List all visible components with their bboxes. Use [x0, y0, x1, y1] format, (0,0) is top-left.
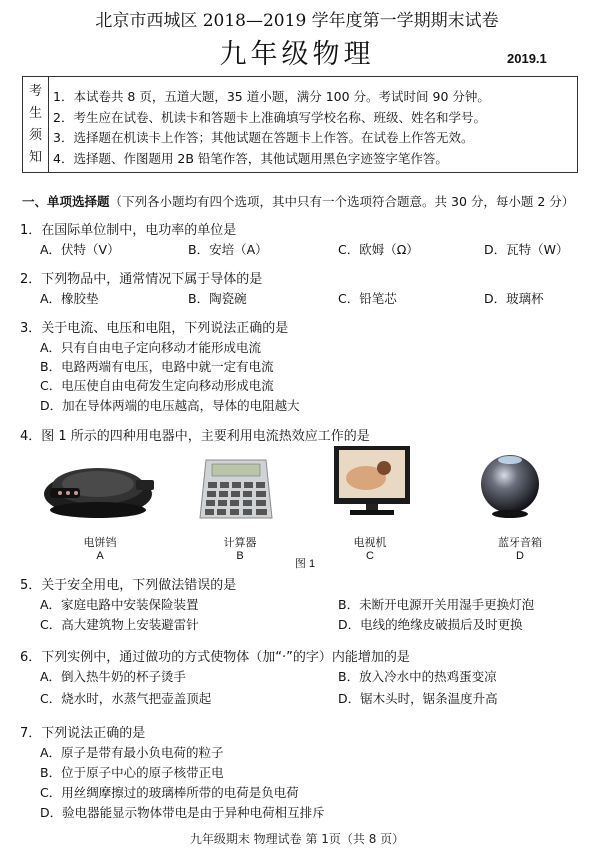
option: D．玻璃杯 [484, 291, 544, 306]
option: C．烧水时，水蒸气把壶盖顶起 [40, 691, 212, 706]
television-image [332, 444, 412, 518]
notice-item: 4．选择题、作图题用 2B 铅笔作答，其他试题用黑色字迹签字笔作答。 [53, 150, 448, 166]
question-stem: 7．下列说法正确的是 [20, 726, 146, 741]
option: B．放入冷水中的热鸡蛋变凉 [338, 669, 497, 684]
notice-box [22, 76, 578, 173]
exam-subtitle: 九年级物理 [219, 39, 375, 70]
option: A．只有自由电子定向移动才能形成电流 [40, 340, 262, 355]
option: D．锯木头时，锯条温度升高 [338, 691, 498, 706]
speaker-image [478, 450, 542, 522]
option: D．加在导体两端的电压越高，导体的电阻越大 [40, 398, 300, 413]
figure-item-letter: B [236, 550, 244, 562]
calculator-image [198, 456, 274, 522]
option: C．电压使自由电荷发生定向移动形成电流 [40, 378, 274, 393]
figure-item-name: 计算器 [223, 536, 257, 549]
option: B．位于原子中心的原子核带正电 [40, 765, 224, 780]
question-stem: 3．关于电流、电压和电阻，下列说法正确的是 [20, 321, 289, 336]
exam-date: 2019.1 [507, 51, 547, 66]
notice-label [23, 77, 49, 172]
figure-caption: 图 1 [294, 558, 316, 570]
page-footer: 九年级期末 物理试卷 第 1页（共 8 页） [189, 832, 405, 846]
question-stem: 5．关于安全用电，下列做法错误的是 [20, 578, 237, 593]
notice-items [53, 87, 490, 169]
section-desc: （下列各小题均有四个选项，其中只有一个选项符合题意。共 30 分，每小题 2 分） [109, 194, 575, 209]
option: A．伏特（V） [40, 242, 120, 257]
figure-item-letter: A [96, 550, 104, 562]
option: B．未断开电源开关用湿手更换灯泡 [338, 597, 535, 612]
figure-item-name: 电饼铛 [83, 536, 117, 549]
notice-item: 2．考生应在试卷、机读卡和答题卡上准确填写学校名称、班级、姓名和学号。 [53, 109, 486, 125]
notice-label-char: 考 [28, 84, 42, 99]
option: D．瓦特（W） [484, 242, 569, 257]
option: A．倒入热牛奶的杯子烫手 [40, 669, 187, 684]
option: C．铅笔芯 [338, 291, 397, 306]
option: D．电线的绝缘皮破损后及时更换 [338, 617, 523, 632]
option: A．橡胶垫 [40, 291, 99, 306]
option: C．高大建筑物上安装避雷针 [40, 617, 199, 632]
figure-item-name: 蓝牙音箱 [498, 536, 542, 549]
notice-item: 1．本试卷共 8 页，五道大题，35 道小题，满分 100 分。考试时间 90 分钟。 [53, 89, 490, 104]
option: C．欧姆（Ω） [338, 242, 419, 257]
notice-item: 3．选择题在机读卡上作答；其他试题在答题卡上作答。在试卷上作答无效。 [53, 130, 474, 145]
option: D．验电器能显示物体带电是由于异种电荷相互排斥 [40, 805, 325, 820]
question-stem: 2．下列物品中，通常情况下属于导体的是 [20, 272, 263, 287]
option: B．安培（A） [188, 242, 268, 257]
notice-label-char: 生 [28, 106, 42, 121]
notice-label-char: 须 [28, 128, 42, 143]
figure-item-letter: C [366, 550, 374, 562]
notice-label-char: 知 [28, 150, 42, 165]
option: A．家庭电路中安装保险装置 [40, 597, 199, 612]
question-stem: 4．图 1 所示的四种用电器中，主要利用电流热效应工作的是 [20, 429, 370, 444]
griddle-image [40, 452, 160, 524]
option: C．用丝绸摩擦过的玻璃棒所带的电荷是负电荷 [40, 785, 299, 800]
question-stem: 1．在国际单位制中，电功率的单位是 [20, 223, 237, 238]
figure-item-name: 电视机 [353, 536, 387, 549]
figure-item-letter: D [516, 550, 524, 562]
section-heading [22, 192, 574, 210]
question-stem: 6．下列实例中，通过做功的方式使物体（加“·”的字）内能增加的是 [20, 650, 410, 665]
option: B．电路两端有电压，电路中就一定有电流 [40, 359, 274, 374]
option: B．陶瓷碗 [188, 291, 247, 306]
exam-title: 北京市西城区 2018—2019 学年度第一学期期末试卷 [95, 11, 499, 31]
option: A．原子是带有最小负电荷的粒子 [40, 745, 224, 760]
section-title: 一、单项选择题 [22, 194, 110, 209]
